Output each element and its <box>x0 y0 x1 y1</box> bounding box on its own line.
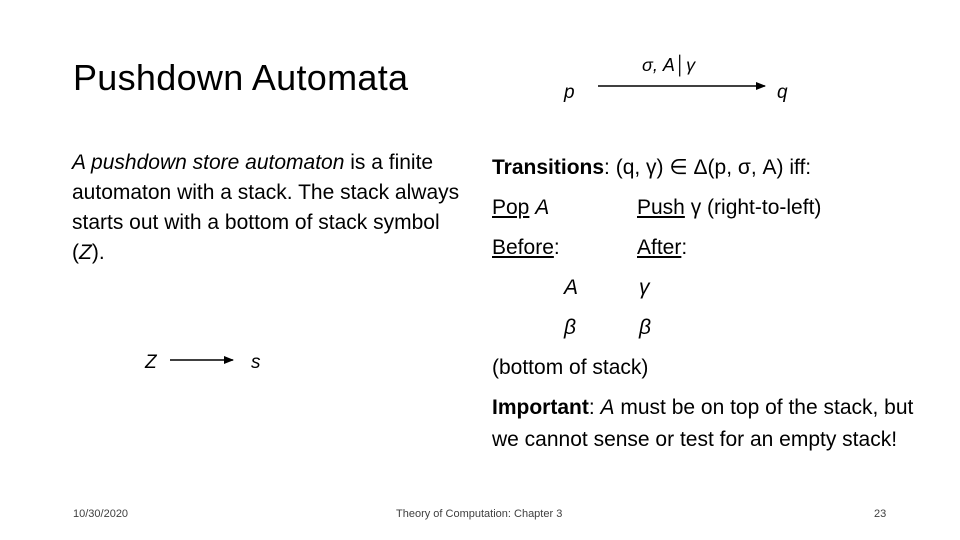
before-after-line: Before: After: <box>492 236 688 259</box>
state-p-label: p <box>564 82 575 103</box>
footer-course: Theory of Computation: Chapter 3 <box>396 508 563 520</box>
after-label: After <box>637 236 682 259</box>
transitions-line: Transitions: (q, γ) ∈ Δ(p, σ, A) iff: <box>492 156 812 179</box>
definition-text: A pushdown store automaton is a finite automaton with a stack. The stack always starts out with a bottom of stack symbol (Z). <box>72 151 460 264</box>
pop-push-line: Pop A Push γ (right-to-left) <box>492 196 822 219</box>
slide-title: Pushdown Automata <box>73 57 409 98</box>
push-label: Push <box>637 196 685 219</box>
stack-bottom-line <box>492 308 932 348</box>
transition-label: σ, A│γ <box>642 55 696 75</box>
stack-top-line <box>492 268 932 308</box>
before-bottom-symbol: β <box>564 316 576 339</box>
footer-page-number: 23 <box>874 508 887 520</box>
important-note: Important: A must be on top of the stack, but we cannot sense or test for an empty stack! <box>492 396 914 451</box>
start-state-label: s <box>251 352 261 373</box>
term-pushdown-store-automaton: A pushdown store automaton <box>72 151 345 174</box>
pop-label: Pop <box>492 196 530 219</box>
state-q-label: q <box>777 82 788 103</box>
bottom-symbol: Z <box>79 241 92 264</box>
stack-bottom-symbol-label: Z <box>145 352 157 373</box>
after-top-symbol: γ <box>639 276 650 299</box>
before-top-symbol: A <box>564 276 579 299</box>
after-bottom-symbol: β <box>639 316 651 339</box>
bottom-of-stack-note: (bottom of stack) <box>492 356 649 379</box>
transitions-text <box>492 148 932 456</box>
transitions-label: Transitions <box>492 156 605 179</box>
before-label: Before <box>492 236 554 259</box>
important-label: Important <box>492 396 589 419</box>
footer-date: 10/30/2020 <box>73 508 129 520</box>
